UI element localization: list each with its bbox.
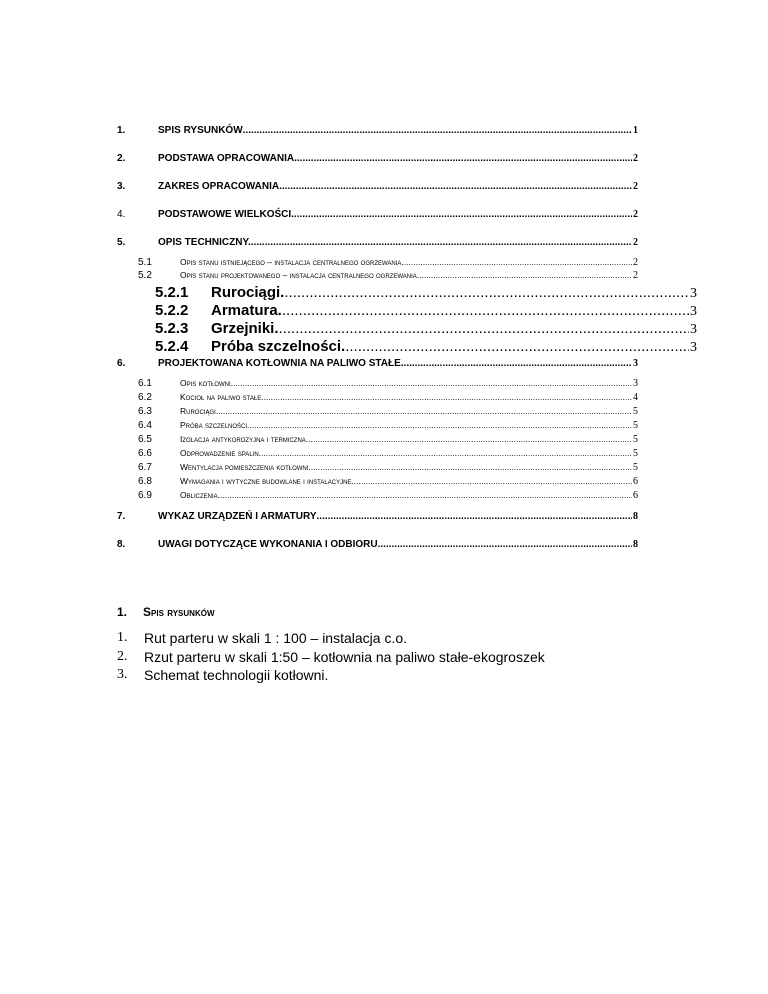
toc-title: Kocioł na paliwo stałe. [180,392,264,402]
dot-leader [282,302,689,319]
list-item [117,630,545,649]
toc-entry-5-2-2[interactable] [211,302,697,320]
toc-entry-6-6[interactable] [180,448,638,459]
dot-leader [311,462,632,472]
drawings-list [117,630,545,686]
toc-title: Rurociągi. [180,406,219,416]
toc-title: Obliczenia. [180,490,220,500]
toc-entry-uwagi[interactable] [158,539,638,550]
dot-leader [345,338,689,355]
toc-number: 3. [117,181,126,192]
dot-leader [417,270,632,280]
toc-title: Grzejniki. [211,320,279,337]
dot-leader [308,434,632,444]
toc-entry-5-2-3[interactable] [211,320,697,338]
toc-entry-wykaz[interactable] [158,511,638,522]
toc-page: 5 [633,448,638,459]
toc-title: Wymagania i wytyczne budowlane i instalacyjne. [180,476,354,486]
toc-title: Opis stanu projektowanego – instalacja centralnego ogrzewania [180,270,417,280]
toc-page: 3 [690,340,697,355]
toc-title: OPIS TECHNICZNY. [158,237,251,248]
dot-leader [218,406,632,416]
dot-leader [249,420,632,430]
toc-number: 6.9 [138,490,152,501]
dot-leader [317,511,632,522]
toc-page: 8 [633,539,638,550]
dot-leader [243,125,632,136]
dot-leader [220,490,632,500]
dot-leader [233,378,632,388]
toc-entry-6-2[interactable] [180,392,638,403]
toc-number: 1. [117,125,126,136]
toc-number: 5.2 [138,270,152,281]
toc-title: PODSTAWOWE WIELKOŚCI [158,209,292,220]
toc-entry-6-9[interactable] [180,490,638,501]
toc-title: Opis stanu istniejącego – instalacja centralnego ogrzewania [180,257,402,267]
toc-number: 5.2.1 [155,284,189,301]
toc-entry-6-1[interactable] [180,378,638,389]
toc-title: PODSTAWA OPRACOWANIA [158,153,295,164]
dot-leader [282,181,632,192]
toc-title: Izolacja antykorozyjna i termiczna. [180,434,309,444]
toc-page: 3 [633,378,638,389]
dot-leader [251,237,632,248]
toc-number: 6.4 [138,420,152,431]
list-item [117,649,545,668]
toc-entry-wielkosci[interactable] [158,209,638,220]
toc-title: ZAKRES OPRACOWANIA. [158,181,282,192]
toc-title: SPIS RYSUNKÓW [158,125,243,136]
section-heading [117,605,215,619]
toc-page: 2 [633,181,638,192]
list-item [117,667,545,686]
toc-page: 5 [633,420,638,431]
toc-entry-5-1[interactable] [180,257,638,268]
list-text: Rzut parteru w skali 1:50 – kotłownia na paliwo stałe-ekogroszek [144,648,545,665]
toc-number: 2. [117,153,126,164]
list-number: 1. [117,630,128,645]
list-text: Rut parteru w skali 1 : 100 – instalacja c.o. [144,630,408,646]
dot-leader [291,209,632,220]
toc-entry-6-7[interactable] [180,462,638,473]
toc-title: Odprowadzenie spalin. [180,448,262,458]
toc-number: 7. [117,511,126,522]
toc-number: 5.1 [138,257,152,268]
toc-number: 5.2.2 [155,302,189,319]
toc-entry-zakres[interactable] [158,181,638,192]
toc-number: 6.5 [138,434,152,445]
toc-number: 5.2.4 [155,338,189,355]
toc-entry-opis-techniczny[interactable] [158,237,638,248]
toc-entry-podstawa[interactable] [158,153,638,164]
section-number: 1. [117,605,128,619]
toc-entry-6-3[interactable] [180,406,638,417]
toc-title: Armatura. [211,302,282,319]
toc-page: 3 [690,322,697,337]
toc-page: 3 [690,286,697,301]
toc-page: 5 [633,434,638,445]
list-number: 2. [117,648,128,664]
toc-number: 6.6 [138,448,152,459]
toc-title: Opis kotłowni. [180,378,234,388]
list-number: 3. [117,667,128,682]
toc-number: 5. [117,237,126,248]
toc-entry-kotlownia[interactable] [158,358,638,369]
dot-leader [380,539,632,550]
toc-title: Próba szczelności. [180,420,250,430]
list-text: Schemat technologii kotłowni. [144,667,329,683]
toc-page: 2 [633,270,638,281]
toc-entry-6-5[interactable] [180,434,638,445]
toc-page: 1 [633,125,638,136]
toc-page: 2 [633,209,638,220]
toc-page: 4 [633,392,638,403]
toc-title: Wentylacja pomieszczenia kotłowni. [180,462,311,472]
toc-page: 3 [633,358,638,369]
toc-title: Rurociągi. [211,284,285,301]
toc-page: 5 [633,406,638,417]
toc-number: 6.3 [138,406,152,417]
dot-leader [354,476,632,486]
toc-entry-5-2-4[interactable] [211,338,697,356]
toc-number: 6.2 [138,392,152,403]
toc-number: 6. [117,358,126,369]
toc-number: 6.8 [138,476,152,487]
toc-page: 5 [633,462,638,473]
toc-entry-5-2-1[interactable] [211,284,697,302]
dot-leader [401,358,632,369]
toc-page: 8 [633,511,638,522]
dot-leader [284,284,689,301]
toc-page: 2 [633,153,638,164]
section-title: Spis rysunków [143,605,215,619]
toc-number: 6.1 [138,378,152,389]
toc-page: 3 [690,304,697,319]
dot-leader [401,257,632,267]
toc-title: PROJEKTOWANA KOTŁOWNIA NA PALIWO STAŁE [158,358,401,369]
dot-leader [294,153,632,164]
toc-page: 2 [633,257,638,268]
toc-title: WYKAZ URZĄDZEŃ I ARMATURY [158,511,317,522]
toc-number: 8. [117,539,126,550]
dot-leader [264,392,632,402]
toc-title: UWAGI DOTYCZĄCE WYKONANIA I ODBIORU. [158,539,381,550]
toc-entry-6-4[interactable] [180,420,638,431]
toc-page: 2 [633,237,638,248]
toc-number: 5.2.3 [155,320,189,337]
toc-number: 4. [117,209,126,220]
toc-title: Próba szczelności. [211,338,346,355]
toc-entry-6-8[interactable] [180,476,638,487]
toc-page: 6 [633,490,638,501]
dot-leader [261,448,632,458]
dot-leader [279,320,689,337]
toc-entry-spis-rysunkow[interactable] [158,125,638,136]
toc-page: 6 [633,476,638,487]
toc-number: 6.7 [138,462,152,473]
toc-entry-5-2[interactable] [180,270,638,281]
